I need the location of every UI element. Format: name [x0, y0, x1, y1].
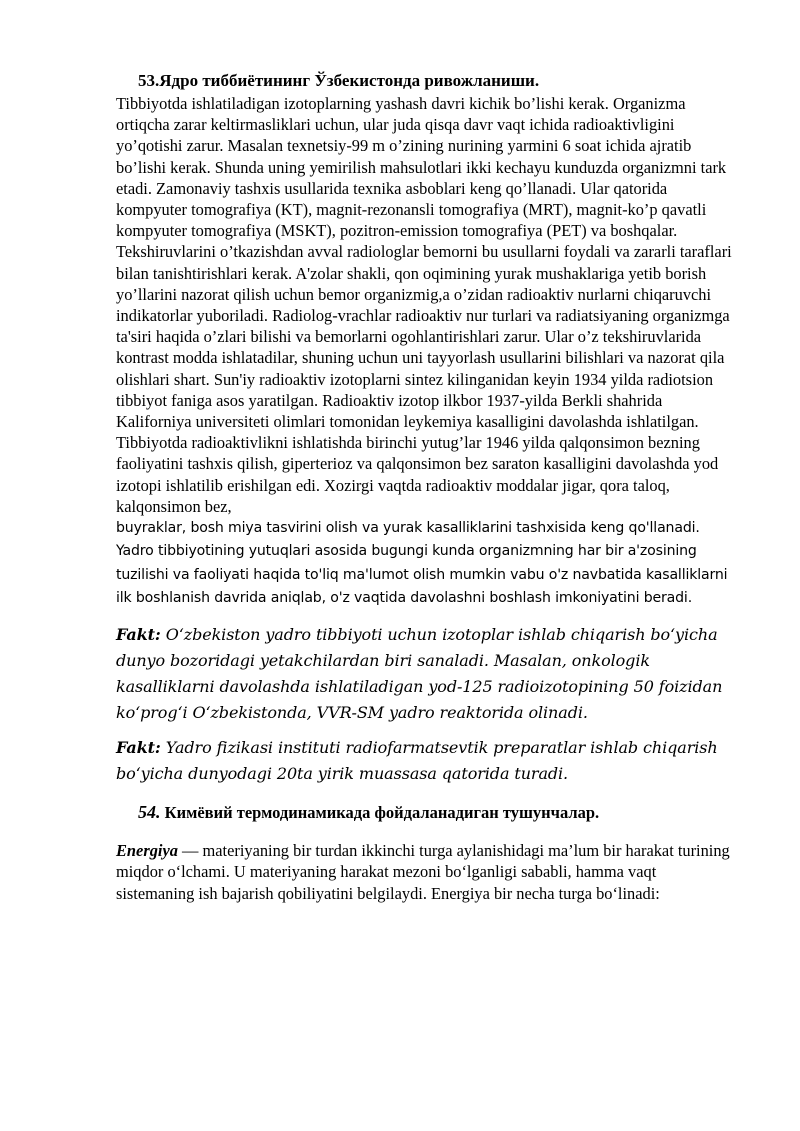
- fact-1-text: O‘zbekiston yadro tibbiyoti uchun izotoplar ishlab chiqarish bo‘yicha dunyo bozoridagi yetakchilardan biri sanaladi. Masalan, onkologik kasalliklarni davolashda ishlatiladigan yod-125 radioizotopining 50 foizidan ko‘prog‘i O‘zbekistonda, VVR-SM yadro reaktorida olinadi.: [116, 625, 723, 723]
- energy-definition-text: — materiyaning bir turdan ikkinchi turga aylanishidagi ma’lum bir harakat turining miqdor o‘lchami. U materiyaning harakat mezoni bo‘lganligi sababli, hamma vaqt sistemaning ish bajarish qobiliyatini belgilaydi. Energiya bir necha turga bo‘linadi:: [116, 841, 730, 903]
- fact-2: [116, 735, 738, 787]
- fact-2-text: Yadro fizikasi instituti radiofarmatsevtik preparatlar ishlab chiqarish bo‘yicha dunyodagi 20ta yirik muassasa qatorida turadi.: [116, 738, 718, 784]
- section-53-title: 53.Ядро тиббиётининг Ўзбекистонда ривожланиши.: [138, 71, 540, 90]
- section-53-paragraph: Tibbiyotda ishlatiladigan izotoplarning yashash davri kichik bo’lishi kerak. Organizma ortiqcha zarar keltirmasliklari uchun, ular juda qisqa davr vaqt ichida radioaktivligini yo’qotishi zarur. Masalan texnetsiy-99 m o’zining nurining yarmini 6 soat ichida ajratib bo’lishi kerak. Shunda uning yemirilish mahsulotlari ikki kechayu kunduzda organizmni tark etadi. Zamonaviy tashxis usullarida texnika asboblari keng qo’llanadi. Ular qatorida kompyuter tomografiya (KT), magnit-rezonansli tomografiya (MRT), magnit-ko’p qavatli kompyuter tomografiya (MSKT), pozitron-emission tomografiya (PET) va boshqalar. Tekshiruvlarini o’tkazishdan avval radiologlar bemorni bu usullarni foydali va zararli taraflari bilan tanishtirishlari kerak. A'zolar shakli, qon oqimining yurak mushaklariga yetib borish yo’llarini nazorat qilish uchun bemor organizmig,a o’zidan radioaktiv nurlarni chiqaruvchi indikatorlar yuboriladi. Radiolog-vrachlar radioaktiv nur turlari va radiatsiyaning organizmga ta'siri haqida o’zlari bilishi va bemorlarni ogohlantirishlari zarur. Ular o’z tekshiruvlarida kontrast modda ishlatadilar, shuning uchun uni tayyorlash usullarini bilishlari va nazorat qila olishlari shart. Sun'iy radioaktiv izotoplarni sintez kilinganidan keyin 1934 yilda radiotsion tibbiyot faniga asos yaratilgan. Radioaktiv izotop ilkbor 1937-yilda Berkli shahrida Kaliforniya universiteti olimlari tomonidan leykemiya kasalligini davolashda ishlatilgan. Tibbiyotda radioaktivlikni ishlatishda birinchi yutug’lar 1946 yilda qalqonsimon bezning faoliyatini tashxis qilish, giperterioz va qalqonsimon bez saraton kasalligini davolashda yod izotopi ishlatilib erishilgan edi. Xozirgi vaqtda radioaktiv moddalar jigar, qora taloq, kalqonsimon bez,: [116, 94, 732, 516]
- fact-1: [116, 622, 738, 726]
- document-page: [116, 70, 738, 904]
- section-54-number: 54.: [138, 802, 161, 823]
- section-53-paragraph-continued: buyraklar, bosh miya tasvirini olish va yurak kasalliklarini tashxisida keng qo'llanadi. Yadro tibbiyotining yutuqlari asosida bugungi kunda organizmning har bir a'zosining tuzilishi va faoliyati haqida to'liq ma'lumot olish mumkin vabu o'z navbatida kasalliklarni ilk boshlanish davrida aniqlab, o'z vaqtida davolashni boshlash imkoniyatini beradi.: [116, 520, 728, 606]
- section-54-title: [138, 801, 738, 824]
- energy-definition: [116, 840, 738, 904]
- energy-term: Energiya: [116, 841, 178, 861]
- fact-1-label: Fakt:: [116, 625, 161, 645]
- section-54-title-text: Кимёвий термодинамикада фойдаланадиган тушунчалар.: [160, 803, 600, 823]
- fact-2-label: Fakt:: [116, 738, 161, 758]
